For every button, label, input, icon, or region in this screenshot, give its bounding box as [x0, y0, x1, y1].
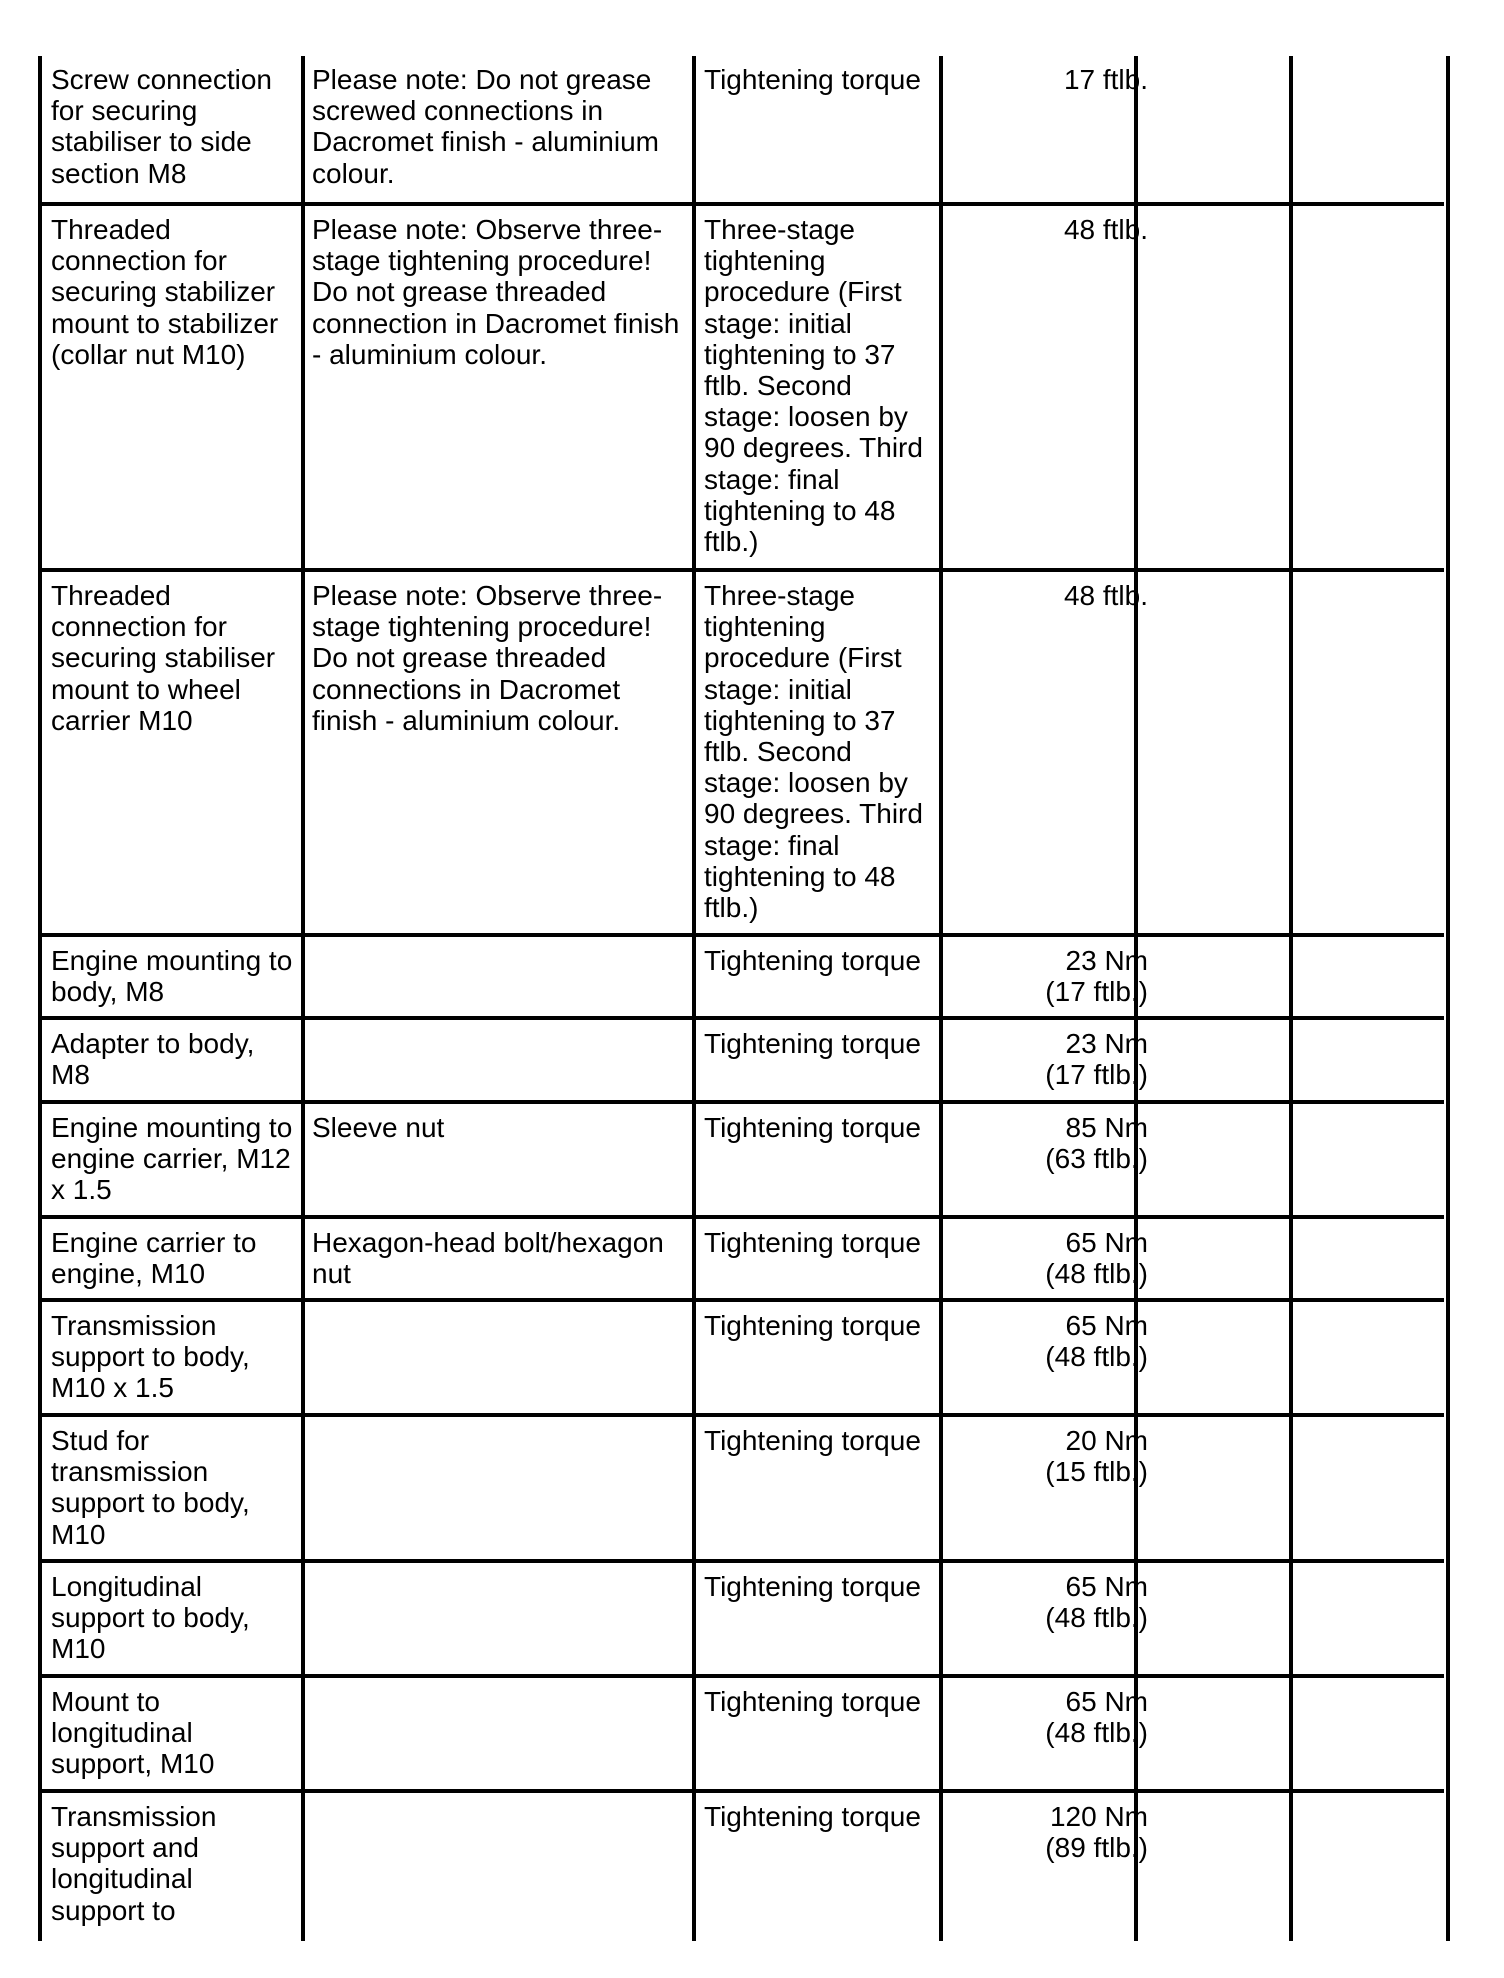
component-cell: Transmission support and longitudinal support to: [51, 1801, 217, 1926]
table-border-right: [1446, 56, 1450, 1941]
note-cell: [312, 1793, 692, 1801]
table-row: [40, 1678, 1444, 1793]
table-row: [40, 937, 1444, 1020]
note-cell: [312, 1678, 692, 1686]
note-cell: [312, 1417, 692, 1425]
torque-value-cell: 20 Nm (15 ftlb.): [1045, 1425, 1148, 1488]
note-cell: Hexagon-head bolt/hexagon nut: [312, 1227, 664, 1290]
table-row: [40, 206, 1444, 572]
table-row: [40, 56, 1444, 206]
table-row: [40, 1793, 1444, 1941]
torque-value-cell: 23 Nm (17 ftlb.): [1045, 945, 1148, 1008]
component-cell: Engine mounting to body, M8: [51, 945, 293, 1008]
torque-value-cell: 23 Nm (17 ftlb.): [1045, 1028, 1148, 1091]
note-cell: [312, 937, 692, 945]
torque-value-cell: 48 ftlb.: [1063, 580, 1148, 611]
note-cell: Sleeve nut: [312, 1112, 445, 1143]
note-cell: [312, 1563, 692, 1571]
torque-type-cell: Tightening torque: [704, 1801, 921, 1832]
table-row: [40, 1563, 1444, 1678]
table-row: [40, 1104, 1444, 1219]
torque-value-cell: 65 Nm (48 ftlb.): [1045, 1227, 1148, 1290]
torque-type-cell: Tightening torque: [704, 1028, 921, 1059]
component-cell: Stud for transmission support to body, M10: [51, 1425, 250, 1550]
torque-type-cell: Tightening torque: [704, 1686, 921, 1717]
torque-value-cell: 48 ftlb.: [1063, 214, 1148, 245]
note-cell: [312, 1302, 692, 1310]
torque-type-cell: Tightening torque: [704, 1227, 921, 1258]
torque-value-cell: 17 ftlb.: [1063, 64, 1148, 95]
torque-type-cell: Tightening torque: [704, 1310, 921, 1341]
torque-value-cell: 65 Nm (48 ftlb.): [1045, 1571, 1148, 1634]
component-cell: Longitudinal support to body, M10: [51, 1571, 250, 1665]
table-row: [40, 572, 1444, 937]
torque-type-cell: Three-stage tightening procedure (First stage: initial tightening to 37 ftlb. Second stage: loosen by 90 degrees. Third stage: final tightening to 48 ftlb.): [704, 580, 923, 924]
note-cell: Please note: Do not grease screwed connections in Dacromet finish - aluminium colour.: [312, 64, 659, 189]
component-cell: Engine mounting to engine carrier, M12 x 1.5: [51, 1112, 293, 1206]
component-cell: Transmission support to body, M10 x 1.5: [51, 1310, 250, 1404]
component-cell: Adapter to body, M8: [51, 1028, 255, 1091]
table-row: [40, 1302, 1444, 1417]
torque-type-cell: Tightening torque: [704, 64, 921, 95]
torque-value-cell: 85 Nm (63 ftlb.): [1045, 1112, 1148, 1175]
note-cell: Please note: Observe three- stage tightening procedure! Do not grease threaded connections in Dacromet finish - aluminium colour.: [312, 580, 663, 736]
note-cell: [312, 1020, 692, 1028]
torque-value-cell: 120 Nm (89 ftlb.): [1045, 1801, 1148, 1864]
torque-type-cell: Three-stage tightening procedure (First stage: initial tightening to 37 ftlb. Second stage: loosen by 90 degrees. Third stage: final tightening to 48 ftlb.): [704, 214, 923, 558]
note-cell: Please note: Observe three- stage tightening procedure! Do not grease threaded connection in Dacromet finish - aluminium colour.: [312, 214, 680, 370]
torque-type-cell: Tightening torque: [704, 1571, 921, 1602]
table-row: [40, 1417, 1444, 1563]
table-row: [40, 1020, 1444, 1104]
component-cell: Mount to longitudinal support, M10: [51, 1686, 215, 1780]
torque-value-cell: 65 Nm (48 ftlb.): [1045, 1310, 1148, 1373]
component-cell: Threaded connection for securing stabilizer mount to stabilizer (collar nut M10): [51, 214, 279, 370]
component-cell: Screw connection for securing stabiliser to side section M8: [51, 64, 273, 189]
component-cell: Engine carrier to engine, M10: [51, 1227, 257, 1290]
torque-type-cell: Tightening torque: [704, 1112, 921, 1143]
torque-type-cell: Tightening torque: [704, 945, 921, 976]
component-cell: Threaded connection for securing stabiliser mount to wheel carrier M10: [51, 580, 276, 736]
torque-value-cell: 65 Nm (48 ftlb.): [1045, 1686, 1148, 1749]
torque-type-cell: Tightening torque: [704, 1425, 921, 1456]
table-row: [40, 1219, 1444, 1302]
